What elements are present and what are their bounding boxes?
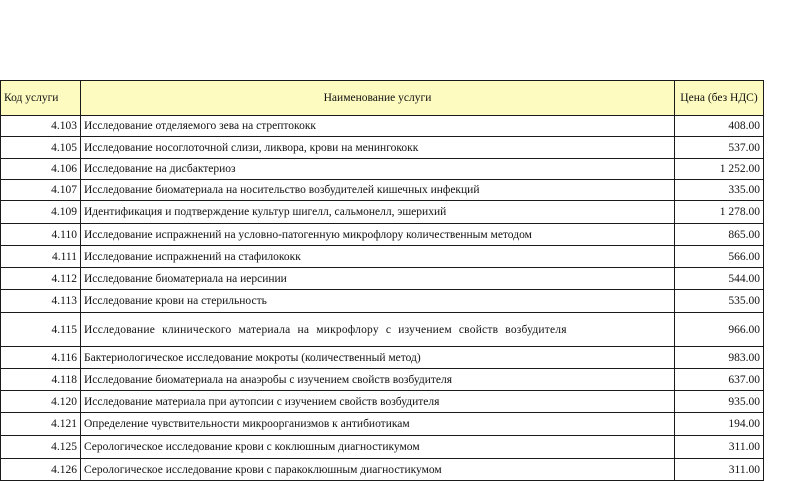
table-row [1,369,764,391]
service-price: 311.00 [675,459,764,481]
service-code: 4.103 [1,116,81,137]
service-price: 537.00 [675,137,764,159]
service-name: Исследование материала при аутопсии с изучением свойств возбудителя [81,391,675,413]
service-name: Исследование отделяемого зева на стрептококк [81,116,675,137]
service-code: 4.112 [1,268,81,290]
service-code: 4.121 [1,413,81,436]
service-code: 4.116 [1,347,81,369]
service-price: 544.00 [675,268,764,290]
service-price: 1 252.00 [675,159,764,180]
service-name: Исследование биоматериала на анаэробы с изучением свойств возбудителя [81,369,675,391]
service-price: 408.00 [675,116,764,137]
service-price: 983.00 [675,347,764,369]
table-row [1,290,764,313]
service-price: 935.00 [675,391,764,413]
table-row [1,116,764,137]
price-table [0,80,764,481]
service-name: Исследование биоматериала на носительство возбудителей кишечных инфекций [81,180,675,201]
table-row [1,268,764,290]
table-row [1,413,764,436]
header-service-name: Наименование услуги [81,81,675,116]
service-price: 311.00 [675,436,764,459]
service-price: 637.00 [675,369,764,391]
service-name: Исследование на дисбактериоз [81,159,675,180]
service-code: 4.120 [1,391,81,413]
table-header-row [1,81,764,116]
service-name: Идентификация и подтверждение культур шигелл, сальмонелл, эшерихий [81,201,675,224]
service-code: 4.105 [1,137,81,159]
price-list-sheet [0,80,763,481]
service-code: 4.109 [1,201,81,224]
service-price: 865.00 [675,224,764,246]
service-name: Исследование испражнений на условно-патогенную микрофлору количественным методом [81,224,675,246]
service-name: Бактериологическое исследование мокроты (количественный метод) [81,347,675,369]
table-row [1,436,764,459]
header-price: Цена (без НДС) [675,81,764,116]
service-code: 4.111 [1,246,81,268]
table-row [1,180,764,201]
service-name: Исследование испражнений на стафилококк [81,246,675,268]
service-code: 4.115 [1,313,81,347]
table-row [1,201,764,224]
service-name: Исследование носоглоточной слизи, ликвора, крови на менингококк [81,137,675,159]
service-name: Серологическое исследование крови с паракоклюшным диагностикумом [81,459,675,481]
table-row [1,391,764,413]
service-code: 4.126 [1,459,81,481]
service-code: 4.118 [1,369,81,391]
table-row [1,159,764,180]
table-row [1,224,764,246]
service-code: 4.110 [1,224,81,246]
service-price: 566.00 [675,246,764,268]
service-name: Исследование клинического материала на микрофлору с изучением свойств возбудителя [81,313,675,347]
table-row [1,246,764,268]
service-code: 4.113 [1,290,81,313]
service-name: Серологическое исследование крови с коклюшным диагностикумом [81,436,675,459]
service-price: 194.00 [675,413,764,436]
table-row [1,137,764,159]
service-code: 4.107 [1,180,81,201]
service-price: 535.00 [675,290,764,313]
service-price: 335.00 [675,180,764,201]
service-name: Определение чувствительности микроорганизмов к антибиотикам [81,413,675,436]
service-name: Исследование крови на стерильность [81,290,675,313]
service-code: 4.125 [1,436,81,459]
service-price: 966.00 [675,313,764,347]
table-row [1,347,764,369]
table-row [1,313,764,347]
header-service-code: Код услуги [1,81,81,116]
service-code: 4.106 [1,159,81,180]
service-price: 1 278.00 [675,201,764,224]
service-name: Исследование биоматериала на иерсинии [81,268,675,290]
